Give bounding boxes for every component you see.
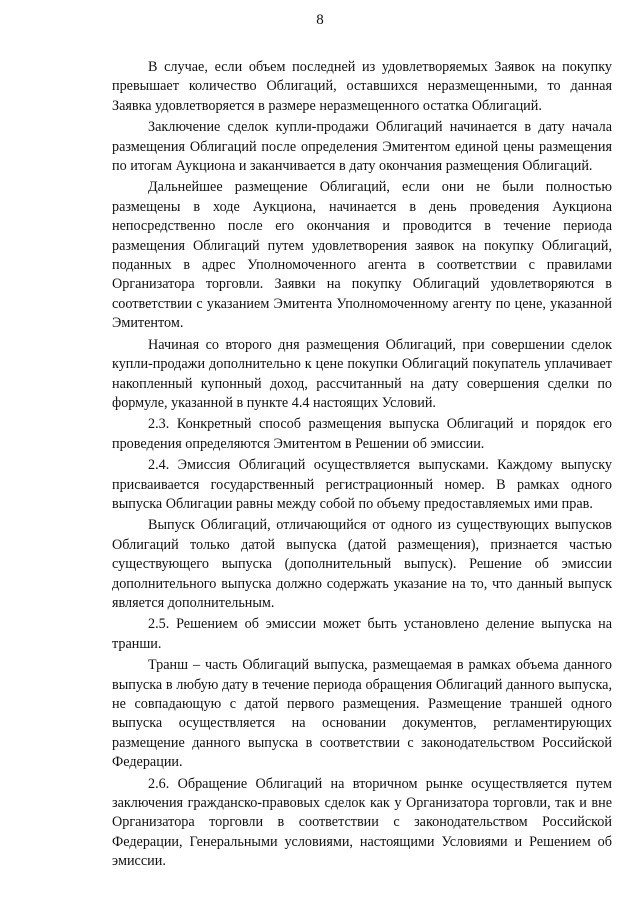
paragraph-1: В случае, если объем последней из удовлетворяемых Заявок на покупку превышает количество Облигаций, оставшихся неразмещенными, то данная Заявка удовлетворяется в размере неразмещенного остатка Облигаций. [112, 59, 612, 114]
page-number: 8 [316, 12, 324, 28]
paragraph-4: Начиная со второго дня размещения Облигаций, при совершении сделок купли-продажи дополнительно к цене покупки Облигаций покупатель уплачивает накопленный купонный доход, рассчитанный на дату совершения сделки по формуле, указанной в пункте 4.4 настоящих Условий. [112, 336, 612, 411]
paragraph-7: Выпуск Облигаций, отличающийся от одного из существующих выпусков Облигаций только датой выпуска (датой размещения), признается частью существующего выпуска (дополнительный выпуск). Решение об эмиссии дополнительного выпуска должно содержать указание на то, что данный выпуск является дополнительным. [112, 517, 612, 611]
paragraph-5: 2.3. Конкретный способ размещения выпуска Облигаций и порядок его проведения определяются Эмитентом в Решении об эмиссии. [112, 416, 612, 452]
paragraph-3: Дальнейшее размещение Облигаций, если они не были полностью размещены в ходе Аукциона, начинается в день проведения Аукциона непосредственно после его окончания и проводится в течение периода размещения Облигаций путем удовлетворения заявок на покупку Облигаций, поданных в адрес Уполномоченного агента в соответствии с правилами Организатора торговли. Заявки на покупку Облигаций удовлетворяются в соответствии с указанием Эмитента Уполномоченному агенту по цене, указанной Эмитентом. [112, 179, 612, 332]
paragraph-2: Заключение сделок купли-продажи Облигаций начинается в дату начала размещения Облигаций после определения Эмитентом единой цены размещения по итогам Аукциона и заканчивается в дату окончания размещения Облигаций. [112, 119, 612, 175]
paragraph-9: Транш – часть Облигаций выпуска, размещаемая в рамках объема данного выпуска в любую дату в течение периода обращения Облигаций данного выпуска, не совпадающую с датой первого размещения. Размещение траншей одного выпуска осуществляется на основании документов, регламентирующих размещение данного выпуска в соответствии с законодательством Российской Федерации. [112, 657, 612, 771]
document-body [112, 58, 612, 874]
paragraph-8: 2.5. Решением об эмиссии может быть установлено деление выпуска на транши. [112, 616, 612, 652]
paragraph-6: 2.4. Эмиссия Облигаций осуществляется выпусками. Каждому выпуску присваивается государственный регистрационный номер. В рамках одного выпуска Облигации равны между собой по объему предоставляемых ими прав. [112, 457, 612, 512]
paragraph-10: 2.6. Обращение Облигаций на вторичном рынке осуществляется путем заключения гражданско-правовых сделок как у Организатора торговли, так и вне Организатора торговли в соответствии с законодательством Российской Федерации, Генеральными условиями, настоящими Условиями и Решением об эмиссии. [112, 775, 612, 870]
